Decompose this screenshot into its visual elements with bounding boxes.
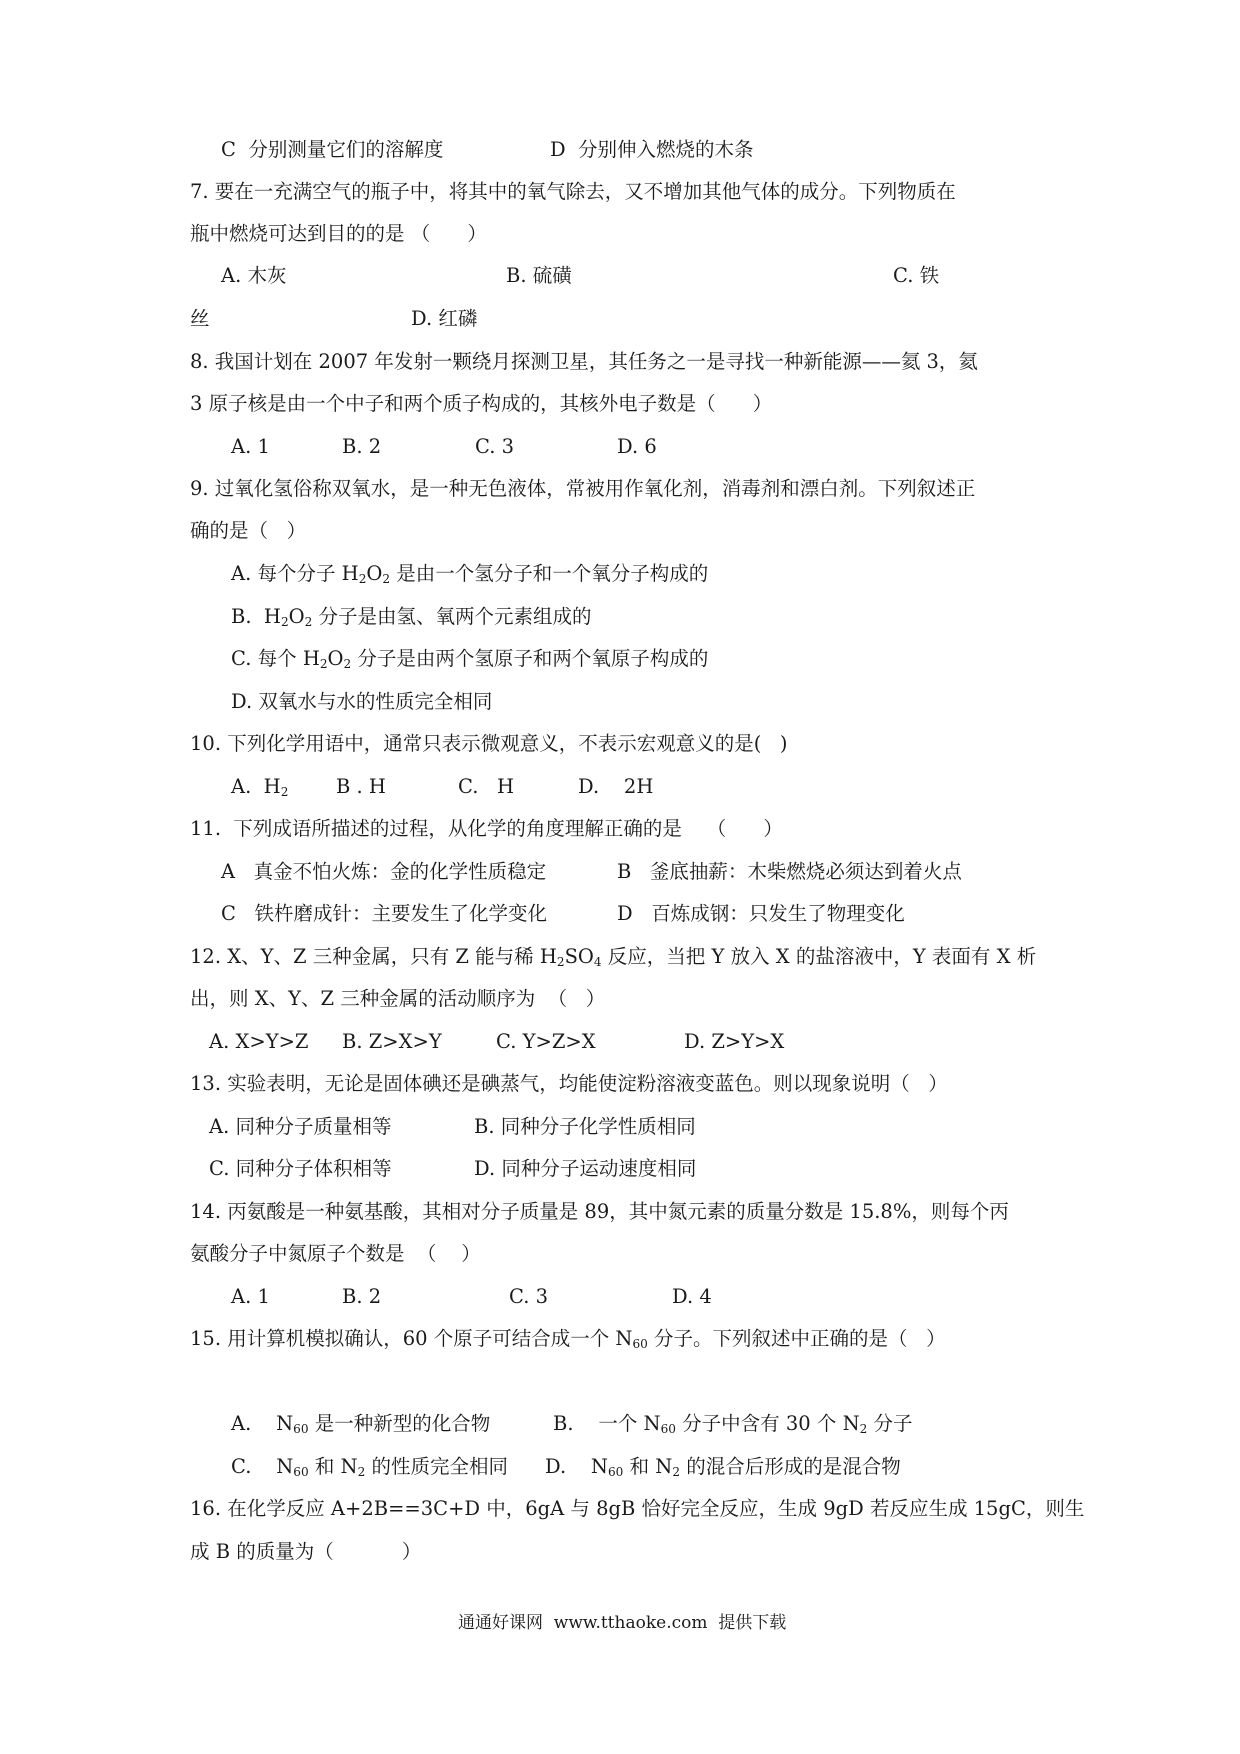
text-run: D. 红磷: [411, 307, 478, 330]
text-run: B. 同种分子化学性质相同: [474, 1115, 696, 1138]
text-line: [190, 1074, 948, 1094]
text-run: 16. 在化学反应 A+2B==3C+D 中，6gA 与 8gB 恰好完全反应，生成 9gD 若反应生成 15gC，则生: [190, 1497, 1085, 1520]
text-run: A. 1: [231, 435, 270, 458]
text-line: [672, 1287, 712, 1307]
text-line: [190, 1499, 1084, 1519]
text-line: [411, 309, 477, 329]
text-line: [190, 1329, 946, 1350]
text-run: 分子。下列叙述中正确的是（ ）: [647, 1327, 946, 1350]
text-run: C 分别测量它们的溶解度: [221, 138, 444, 161]
text-run: 是由一个氢分子和一个氧分子构成的: [390, 562, 709, 585]
text-run: D. N: [545, 1455, 608, 1478]
text-run: SO: [564, 945, 594, 968]
text-line: [545, 1457, 901, 1478]
text-line: [617, 437, 657, 457]
text-run: A. 1: [231, 1285, 270, 1308]
subscript: 2: [859, 1422, 868, 1437]
text-line: [231, 777, 288, 798]
text-line: [231, 692, 492, 712]
text-run: 13. 实验表明，无论是固体碘还是碘蒸气，均能使淀粉溶液变蓝色。则以现象说明（ ）: [190, 1072, 948, 1095]
text-line: [550, 140, 754, 160]
text-line: [221, 904, 547, 924]
text-line: [342, 437, 381, 457]
text-line: [190, 182, 956, 202]
text-run: 成 B 的质量为（ ）: [190, 1540, 422, 1563]
text-run: 出，则 X、Y、Z 三种金属的活动顺序为 （ ）: [190, 987, 606, 1010]
text-line: [221, 140, 443, 160]
text-run: 丝: [190, 307, 210, 330]
text-run: 分子是由两个氢原子和两个氧原子构成的: [351, 647, 709, 670]
text-run: 3 原子核是由一个中子和两个质子构成的，其核外电子数是（ ）: [190, 392, 773, 415]
page-footer: 通通好课网 www.tthaoke.com 提供下载: [458, 1613, 787, 1633]
text-run: D. Z>Y>X: [684, 1030, 785, 1053]
text-run: C. 铁: [893, 264, 940, 287]
text-run: 瓶中燃烧可达到目的的是 （ ）: [190, 222, 487, 245]
text-line: [231, 1414, 490, 1435]
text-run: 8. 我国计划在 2007 年发射一颗绕月探测卫星，其任务之一是寻找一种新能源——氦 3，氦: [190, 350, 978, 373]
subscript: 60: [293, 1422, 309, 1437]
text-run: 7. 要在一充满空气的瓶子中，将其中的氧气除去，又不增加其他气体的成分。下列物质在: [190, 180, 956, 203]
subscript: 2: [343, 657, 352, 672]
text-line: [553, 1414, 913, 1435]
text-run: B 釜底抽薪：木柴燃烧必须达到着火点: [617, 860, 962, 883]
text-line: [231, 607, 592, 628]
text-line: [336, 777, 386, 797]
text-line: [209, 1117, 391, 1137]
text-line: [190, 309, 210, 329]
text-run: D. 6: [617, 435, 657, 458]
text-run: D. 2H: [578, 775, 654, 798]
text-run: 确的是（ ）: [190, 519, 307, 542]
subscript: 2: [280, 615, 289, 630]
text-line: [231, 1287, 270, 1307]
text-line: [617, 862, 962, 882]
text-line: [506, 266, 572, 286]
text-run: 9. 过氧化氢俗称双氧水，是一种无色液体，常被用作氧化剂，消毒剂和漂白剂。下列叙述正: [190, 477, 976, 500]
text-run: A. H: [231, 775, 281, 798]
text-run: 的性质完全相同: [365, 1455, 509, 1478]
subscript: 2: [556, 955, 565, 970]
text-line: [221, 266, 286, 286]
text-run: A. 木灰: [221, 264, 287, 287]
subscript: 2: [319, 657, 328, 672]
subscript: 60: [660, 1422, 676, 1437]
text-run: D. 双氧水与水的性质完全相同: [231, 690, 493, 713]
text-run: B. 2: [342, 1285, 382, 1308]
text-run: A. 每个分子 H: [231, 562, 359, 585]
text-line: [231, 437, 270, 457]
text-run: 12. X、Y、Z 三种金属，只有 Z 能与稀 H: [190, 945, 557, 968]
text-run: 是一种新型的化合物: [308, 1412, 491, 1435]
text-run: 反应，当把 Y 放入 X 的盐溶液中，Y 表面有 X 析: [601, 945, 1037, 968]
text-line: [475, 437, 514, 457]
text-line: [190, 521, 306, 541]
text-line: [231, 649, 708, 670]
text-line: [190, 1244, 481, 1264]
text-run: D. 4: [672, 1285, 712, 1308]
text-run: A. X>Y>Z: [209, 1030, 309, 1053]
text-run: 分子中含有 30 个 N: [675, 1412, 860, 1435]
text-run: C 铁杵磨成针：主要发生了化学变化: [221, 902, 548, 925]
text-run: 分子: [867, 1412, 913, 1435]
text-run: B. 一个 N: [553, 1412, 661, 1435]
text-run: C. 3: [509, 1285, 549, 1308]
text-run: C. H: [458, 775, 515, 798]
text-run: 15. 用计算机模拟确认，60 个原子可结合成一个 N: [190, 1327, 633, 1350]
text-run: 氨酸分子中氮原子个数是 （ ）: [190, 1242, 481, 1265]
text-line: [221, 862, 546, 882]
text-run: C. 3: [475, 435, 515, 458]
text-run: O: [288, 605, 305, 628]
text-line: [893, 266, 939, 286]
text-run: C. N: [231, 1455, 294, 1478]
text-line: [209, 1032, 308, 1052]
text-run: C. 同种分子体积相等: [209, 1157, 392, 1180]
text-run: 11. 下列成语所描述的过程，从化学的角度理解正确的是 （ ）: [190, 817, 783, 840]
text-run: A. 同种分子质量相等: [209, 1115, 392, 1138]
subscript: 2: [304, 615, 313, 630]
text-line: [578, 777, 653, 797]
text-line: [684, 1032, 784, 1052]
text-run: C. 每个 H: [231, 647, 320, 670]
text-run: O: [327, 647, 344, 670]
text-run: A. N: [231, 1412, 294, 1435]
text-line: [190, 1542, 421, 1562]
text-run: D 百炼成钢：只发生了物理变化: [617, 902, 905, 925]
text-line: [209, 1159, 392, 1179]
text-line: [190, 947, 1036, 968]
text-run: 和 N: [623, 1455, 673, 1478]
text-line: [190, 394, 772, 414]
text-run: B. 硫磺: [506, 264, 572, 287]
text-run: B. 2: [342, 435, 382, 458]
text-line: [342, 1287, 381, 1307]
text-line: [474, 1159, 696, 1179]
text-run: B. H: [231, 605, 281, 628]
text-run: 和 N: [308, 1455, 358, 1478]
text-line: [190, 989, 605, 1009]
subscript: 2: [672, 1465, 681, 1480]
subscript: 2: [358, 572, 367, 587]
text-run: D. 同种分子运动速度相同: [474, 1157, 697, 1180]
subscript: 60: [632, 1337, 648, 1352]
text-run: 分子是由氢、氧两个元素组成的: [312, 605, 592, 628]
text-run: 的混合后形成的是混合物: [680, 1455, 901, 1478]
text-line: [190, 224, 487, 244]
subscript: 2: [382, 572, 391, 587]
text-line: [231, 564, 708, 585]
text-run: C. Y>Z>X: [496, 1030, 596, 1053]
text-line: [190, 1202, 1009, 1222]
text-run: O: [366, 562, 383, 585]
text-line: [190, 352, 978, 372]
text-line: [190, 819, 783, 839]
subscript: 2: [280, 785, 289, 800]
text-run: 14. 丙氨酸是一种氨基酸，其相对分子质量是 89，其中氮元素的质量分数是 15.8%，则每个丙: [190, 1200, 1009, 1223]
subscript: 60: [608, 1465, 624, 1480]
text-line: [458, 777, 514, 797]
text-line: [496, 1032, 596, 1052]
text-line: [509, 1287, 548, 1307]
subscript: 2: [357, 1465, 366, 1480]
text-run: B. Z>X>Y: [342, 1030, 442, 1053]
text-line: [342, 1032, 442, 1052]
subscript: 60: [293, 1465, 309, 1480]
text-line: [190, 734, 788, 754]
text-run: 10. 下列化学用语中，通常只表示微观意义，不表示宏观意义的是( ): [190, 732, 788, 755]
text-run: B . H: [336, 775, 386, 798]
text-run: D 分别伸入燃烧的木条: [550, 138, 754, 161]
text-line: [474, 1117, 696, 1137]
text-line: [190, 479, 975, 499]
text-line: [617, 904, 905, 924]
subscript: 4: [593, 955, 602, 970]
text-line: [231, 1457, 508, 1478]
text-run: A 真金不怕火炼：金的化学性质稳定: [221, 860, 547, 883]
